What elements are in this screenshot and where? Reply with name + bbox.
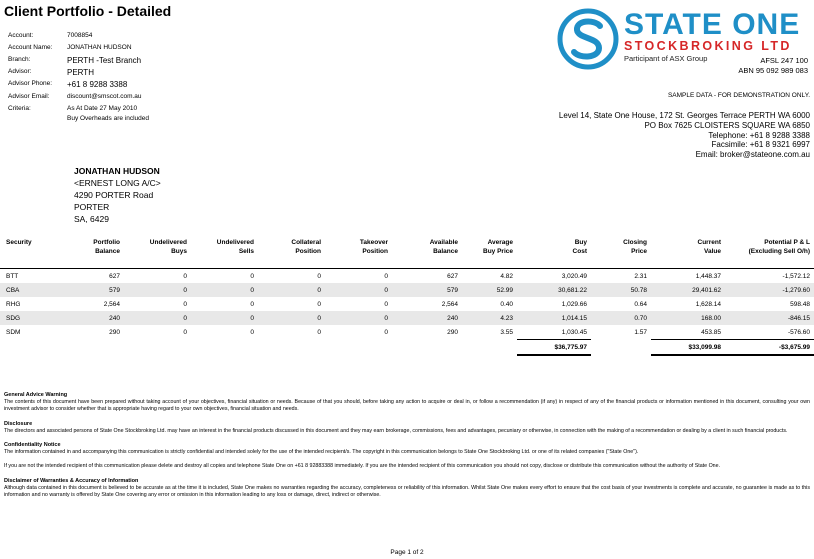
table-cell: 627: [392, 269, 462, 284]
table-cell: 453.85: [701, 328, 721, 336]
meta-label: Advisor Phone:: [8, 80, 53, 87]
table-cell: 0: [191, 311, 258, 325]
col-header: [591, 238, 651, 269]
table-cell: 0: [325, 311, 392, 325]
table-cell: [191, 340, 258, 356]
table-cell: [258, 340, 325, 356]
table-row: [0, 297, 814, 311]
table-row: [0, 283, 814, 297]
col-header-label: Position: [362, 248, 388, 255]
total-current-value: $33,099.98: [651, 340, 725, 356]
table-cell: 290: [109, 328, 120, 336]
table-cell: 1,014.15: [517, 311, 591, 325]
table-cell: 2.31: [591, 269, 651, 284]
col-header: [258, 238, 325, 269]
col-header-label: Portfolio: [93, 239, 120, 246]
table-cell: 52.99: [462, 283, 517, 297]
note-heading: Disclosure: [4, 420, 33, 427]
table-cell: 168.00: [651, 311, 725, 325]
meta-label: Advisor:: [8, 68, 32, 75]
meta-label: Account:: [8, 32, 34, 39]
col-header-label: Current: [697, 239, 721, 246]
afsl-number: AFSL 247 100: [760, 56, 808, 65]
state-one-logo-icon: [556, 6, 620, 72]
table-header: [0, 238, 814, 269]
table-cell: 4.23: [462, 311, 517, 325]
col-header-label: Position: [295, 248, 321, 255]
table-cell: SDM: [6, 328, 21, 336]
col-header: [0, 238, 58, 269]
table-cell: SDG: [0, 311, 58, 325]
table-cell: 1,448.37: [651, 269, 725, 284]
col-header-label: Balance: [433, 248, 458, 255]
table-cell: 598.48: [790, 300, 810, 308]
col-header-label: Closing: [623, 239, 647, 246]
table-cell: 0.70: [591, 311, 651, 325]
table-cell: 579: [58, 283, 124, 297]
col-header-label: Collateral: [291, 239, 321, 246]
brand-subtitle: STOCKBROKING LTD: [624, 39, 792, 53]
col-header: [392, 238, 462, 269]
table-cell: [58, 340, 124, 356]
total-buy-cost: $36,775.97: [517, 340, 591, 356]
table-cell: -576.60: [787, 328, 810, 336]
col-header-label: Value: [704, 248, 721, 255]
table-cell: 0: [191, 283, 258, 297]
col-header: [651, 238, 725, 269]
meta-label: Branch:: [8, 56, 31, 63]
client-address-line: PORTER: [74, 202, 110, 212]
table-cell: 29,401.62: [651, 283, 725, 297]
meta-value: As At Date 27 May 2010: [67, 105, 138, 112]
note-text: The contents of this document have been prepared without taking account of your objectives, financial situation or needs. Because of that you should, before taking any action to acquire or deal in, or follow a recommendation (if any) in respect of any of the financial products or information mentioned in this document, consulting your own investment advisor to consider whether that is appropriate having regard to your own objectives, financial situation and needs.: [4, 399, 810, 413]
table-cell: 4.82: [462, 269, 517, 284]
table-cell: 0: [124, 311, 191, 325]
col-header-label: Available: [429, 239, 458, 246]
meta-value: JONATHAN HUDSON: [67, 44, 132, 51]
col-header: [462, 238, 517, 269]
col-header-label: (Excluding Sell O/h): [748, 248, 810, 255]
page-title: Client Portfolio - Detailed: [4, 3, 172, 19]
company-address: [559, 111, 810, 160]
table-cell: 2,564: [441, 300, 458, 308]
table-cell: 0: [124, 283, 191, 297]
meta-value: Buy Overheads are included: [67, 115, 150, 122]
total-pnl: -$3,675.99: [725, 340, 814, 356]
abn-number: ABN 95 092 989 083: [738, 66, 808, 75]
address-line: Telephone: +61 8 9288 3388: [708, 130, 810, 140]
meta-value: 7008854: [67, 32, 93, 39]
table-cell: 0: [258, 311, 325, 325]
table-cell: RHG: [6, 300, 21, 308]
page-number: Page 1 of 2: [390, 549, 424, 556]
col-header-label: Cost: [572, 248, 587, 255]
client-address-line: SA, 6429: [74, 214, 109, 224]
col-header-label: Buy Price: [483, 248, 513, 255]
table-cell: 0: [258, 269, 325, 284]
table-cell: [124, 340, 191, 356]
note-text: The information contained in and accompanying this communication is strictly confidential and intended solely for the use of the intended recipient/s. The copyright in this communication belongs to State One Stockbroking Ltd. or one of its related companies ("State One").: [4, 449, 639, 456]
col-header: [725, 238, 814, 269]
col-header-label: Buy: [574, 239, 587, 246]
table-cell: -1,279.60: [725, 283, 814, 297]
table-cell: 0: [317, 328, 321, 336]
meta-value: PERTH: [67, 68, 94, 77]
client-address: [74, 165, 161, 225]
table-cell: 30,681.22: [517, 283, 591, 297]
note-text: The directors and associated persons of State One Stockbroking Ltd. may have an interest in the financial products discussed in this document and they may earn brokerage, commissions, fees and advantages, pecuniary or otherwise, in connection with the making of a recommendation or dealing by a client in such financial products.: [4, 427, 788, 434]
col-header-label: Sells: [238, 248, 254, 255]
client-name: JONATHAN HUDSON: [74, 166, 160, 176]
table-cell: 0: [250, 328, 254, 336]
address-line: Level 14, State One House, 172 St. Georges Terrace PERTH WA 6000: [558, 111, 810, 120]
table-cell: [392, 340, 462, 356]
table-cell: -846.15: [725, 311, 814, 325]
client-address-line: 4290 PORTER Road: [74, 190, 154, 200]
col-header: [124, 238, 191, 269]
col-header-label: Takeover: [359, 239, 388, 246]
table-cell: [591, 340, 651, 356]
col-header-label: Balance: [95, 248, 120, 255]
table-cell: 3,020.49: [517, 269, 591, 284]
col-header-label: Security: [6, 239, 32, 246]
table-row: [0, 311, 814, 325]
col-header: [191, 238, 258, 269]
brand-participant: Participant of ASX Group: [624, 54, 708, 63]
table-cell: 0: [183, 328, 187, 336]
table-cell: 0: [183, 300, 187, 308]
col-header: [325, 238, 392, 269]
note-text: Although data contained in this document is believed to be accurate as at the time it is included, State One makes no warranties regarding the accuracy, completeness or reliability of this information. Whilst State One makes every effort to ensure that the cost basis of your investments is complete and accurate, no guarantee is made as to this information and no warranty is offered by State One covering any error or omission in this information leading to any loss or damage, direct, indirect or otherwise.: [4, 484, 810, 499]
table-cell: CBA: [0, 283, 58, 297]
note-heading: Confidentiality Notice: [4, 442, 61, 449]
table-cell: 627: [58, 269, 124, 284]
table-row: [0, 269, 814, 284]
col-header: [517, 238, 591, 269]
address-line: PO Box 7625 CLOISTERS SQUARE WA 6850: [644, 120, 810, 130]
table-cell: -1,572.12: [725, 269, 814, 284]
table-cell: BTT: [0, 269, 58, 284]
table-cell: [462, 340, 517, 356]
meta-label: Account Name:: [8, 44, 53, 51]
meta-value: PERTH -Test Branch: [67, 56, 142, 65]
meta-value: +61 8 9288 3388: [67, 80, 128, 89]
col-header-label: Undelivered: [216, 239, 254, 246]
table-cell: 0: [317, 300, 321, 308]
col-header-label: Price: [631, 248, 647, 255]
table-cell: 579: [392, 283, 462, 297]
meta-label: Advisor Email:: [8, 93, 50, 100]
table-cell: 0: [191, 269, 258, 284]
table-cell: 0: [250, 300, 254, 308]
note-heading: General Advice Warning: [4, 392, 68, 398]
holdings-table: [0, 238, 814, 356]
note-text: If you are not the intended recipient of this communication please delete and destroy all copies and telephone State One on +61 8 92883388 immediately. If you are the intended recipient of this communication you should not copy, disclose or distribute this communication without the authority of State One.: [4, 463, 721, 470]
table-cell: 0: [384, 300, 388, 308]
table-cell: 240: [58, 311, 124, 325]
table-row: [0, 325, 814, 340]
table-cell: [0, 340, 58, 356]
col-header-label: Buys: [171, 248, 187, 255]
table-cell: 0: [384, 328, 388, 336]
table-cell: 1,628.14: [695, 300, 721, 308]
note-heading: Disclaimer of Warranties & Accuracy of Information: [4, 477, 139, 484]
table-cell: 0.40: [500, 300, 513, 308]
table-cell: 1,029.66: [561, 300, 587, 308]
table-cell: 0: [325, 283, 392, 297]
brand-name: STATE ONE: [624, 8, 801, 41]
sample-notice: SAMPLE DATA - FOR DEMONSTRATION ONLY.: [667, 92, 810, 99]
table-cell: 0: [325, 269, 392, 284]
table-cell: 240: [392, 311, 462, 325]
col-header: [58, 238, 124, 269]
disclaimer-notes: [4, 392, 810, 506]
client-address-line: <ERNEST LONG A/C>: [74, 178, 161, 188]
col-header-label: Undelivered: [149, 239, 187, 246]
totals-row: [0, 340, 814, 356]
address-line: Facsimile: +61 8 9321 6997: [711, 140, 810, 150]
meta-value: discount@smscot.com.au: [67, 93, 142, 100]
table-cell: 1.57: [634, 328, 647, 336]
col-header-label: Potential P & L: [764, 239, 810, 246]
meta-label: Criteria:: [8, 105, 31, 112]
table-cell: 2,564: [103, 300, 120, 308]
table-cell: 0: [258, 283, 325, 297]
table-cell: 1,030.45: [561, 328, 587, 336]
table-cell: [325, 340, 392, 356]
address-line: Email: broker@stateone.com.au: [695, 150, 810, 160]
col-header-label: Average: [487, 239, 513, 246]
table-cell: 50.78: [591, 283, 651, 297]
table-cell: 0.64: [634, 300, 647, 308]
table-cell: 290: [447, 328, 458, 336]
table-cell: 0: [124, 269, 191, 284]
table-cell: 3.55: [500, 328, 513, 336]
